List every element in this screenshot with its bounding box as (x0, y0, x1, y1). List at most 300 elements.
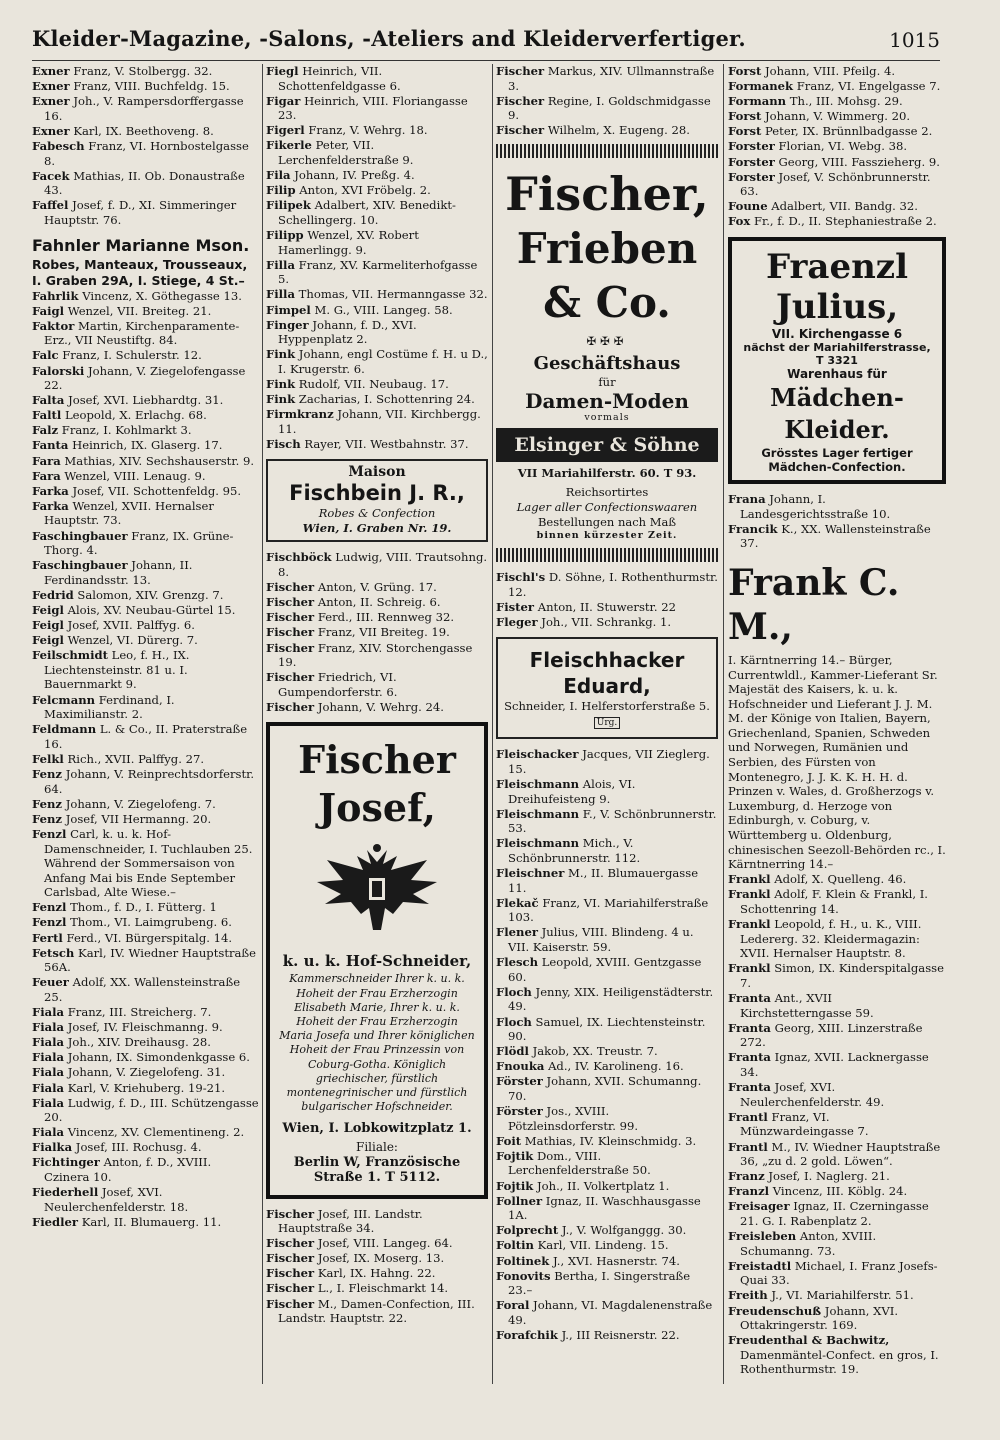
fleischhacker-ad (496, 637, 718, 739)
entry-text: Karl, IX. Beethoveng. 8. (73, 123, 214, 138)
entry-text: Johann, V. Wehrg. 24. (317, 699, 444, 714)
entry-text: Johann, V. Ziegelofengasse 22. (44, 363, 246, 393)
entry-name: Fischer (266, 1236, 315, 1251)
list-item (32, 558, 260, 587)
entry-text: Ludwig, f. D., III. Schützengasse 20. (44, 1095, 259, 1125)
entry-name: Falorski (32, 363, 85, 378)
entry-text: Adalbert, XIV. Benedikt-Schellingerg. 10. (278, 198, 456, 227)
entry-text: Karl, IX. Hahng. 22. (317, 1266, 436, 1281)
entry-name: Freisleben (728, 1229, 797, 1244)
entry-text: Johann, VI. Magdalenenstraße 49. (508, 1298, 713, 1327)
list-item (32, 797, 260, 812)
entry-name: Filipek (266, 198, 311, 213)
entry-text: Ferd., VI. Bürgerspitalg. 14. (66, 930, 233, 945)
list-item (728, 170, 946, 199)
list-item (266, 1297, 488, 1326)
entry-name: Filla (266, 257, 295, 272)
entry-name: Fojtik (496, 1148, 534, 1163)
entry-text: M. G., VIII. Langeg. 58. (314, 302, 453, 317)
entry-name: Flödl (496, 1044, 529, 1059)
list-item (496, 866, 718, 895)
list-item (496, 1044, 718, 1059)
entry-name: Facek (32, 168, 70, 183)
entry-name: Figerl (266, 123, 305, 138)
list-item (32, 931, 260, 946)
entry-text: Josef, VII Hermanng. 20. (65, 811, 212, 826)
ad-name: Fahnler Marianne Mson. (32, 235, 250, 255)
entry-name: Frana (728, 492, 766, 507)
list-item (32, 304, 260, 319)
entry-text: J., XVI. Hasnerstr. 74. (553, 1253, 680, 1268)
entry-text: Rich., XVII. Palffyg. 27. (67, 751, 205, 766)
entry-name: Freudenthal & Bachwitz, (728, 1333, 890, 1348)
entry-text: Adolf, F. Klein & Frankl, I. Schottenring 14. (740, 887, 928, 916)
list-item (496, 1269, 718, 1298)
entry-name: Fikerle (266, 138, 312, 153)
entry-name: Feuer (32, 975, 69, 990)
entry-name: Fojtik (496, 1178, 534, 1193)
ad-line: I. Graben 29A, I. Stiege, 4 St.– (32, 272, 245, 288)
entry-name: Fiala (32, 1005, 65, 1020)
entry-text: Dom., VIII. Lerchenfelderstraße 50. (508, 1148, 651, 1178)
ad-name: Frieben & Co. (516, 223, 698, 327)
list-item (728, 492, 946, 521)
entry-text: Leopold, XVIII. Gentzgasse 60. (508, 955, 702, 984)
list-item (496, 1328, 718, 1343)
entry-name: Frantl (728, 1139, 768, 1154)
list-item (728, 1021, 946, 1050)
entry-name: Fleischmann (496, 806, 580, 821)
entry-text: Johann, V. Reinprechtsdorferstr. 64. (44, 767, 255, 796)
entry-name: Farka (32, 483, 69, 498)
entry-name: Fischer (266, 640, 315, 655)
entry-text: Wenzel, VI. Dürerg. 7. (67, 633, 198, 648)
entry-name: Falz (32, 423, 59, 438)
list-item (728, 64, 946, 79)
entry-text: Jenny, XIX. Heiligenstädterstr. 49. (508, 984, 714, 1014)
list-item (32, 1096, 260, 1125)
entry-list (728, 64, 946, 229)
list-item (496, 1194, 718, 1223)
ad-body: Kammerschneider Ihrer k. u. k. Hoheit der Frau Erzherzogin Elisabeth Marie, Ihrer k. u. k. Hoheit der Frau Erzherzogin Maria Josefa und Ihrer königlichen Hoheit der Frau Prinzessin von Coburg-Gotha. Königlich griechischer, fürstlich montenegrinischer und fürstlich bulgarischer Hofschneider. (279, 972, 475, 1114)
list-item (728, 1199, 946, 1228)
list-item (32, 1185, 260, 1214)
entry-name: Floch (496, 984, 532, 999)
entry-name: Fedrid (32, 587, 74, 602)
fahnler-ad (32, 236, 260, 289)
entry-name: Fischer (266, 1266, 315, 1281)
list-item (32, 364, 260, 393)
list-item (728, 991, 946, 1020)
entry-name: Fink (266, 347, 296, 362)
entry-text: Bertha, I. Singerstraße 23.– (508, 1268, 691, 1298)
entry-name: Falta (32, 393, 65, 408)
entry-list (266, 550, 488, 714)
entry-name: Fanta (32, 438, 69, 453)
entry-name: Franzl (728, 1184, 770, 1199)
entry-text: Wenzel, VII. Breiteg. 21. (67, 303, 212, 318)
entry-text: Ferdinand, I. Maximilianstr. 2. (44, 692, 175, 722)
entry-name: Folprecht (496, 1223, 559, 1238)
list-item (728, 887, 946, 916)
entry-name: Fischer (496, 123, 545, 138)
header-rule (32, 60, 940, 61)
entry-text: Johann, XVII. Schumanng. 70. (508, 1074, 702, 1103)
entry-text: Johann, IV. Preßg. 4. (294, 168, 415, 183)
entry-name: Exner (32, 79, 70, 94)
ad-title: k. u. k. Hof-Schneider, (282, 952, 472, 971)
entry-name: Foltin (496, 1238, 534, 1253)
entry-text: Josef, I. Naglerg. 21. (768, 1169, 890, 1184)
list-item (32, 139, 260, 168)
entry-text: Anton, f. D., XVIII. Czinera 10. (44, 1155, 212, 1185)
entry-text: Samuel, IX. Liechtensteinstr. 90. (508, 1014, 706, 1044)
list-item (32, 946, 260, 975)
entry-text: Rayer, VII. Westbahnstr. 37. (304, 436, 469, 451)
entry-name: Fiederhell (32, 1185, 99, 1200)
entry-text: Karl, V. Kriehuberg. 19-21. (67, 1080, 226, 1095)
list-item (32, 499, 260, 528)
list-item (728, 1080, 946, 1109)
list-item (266, 625, 488, 640)
entry-name: Foune (728, 199, 768, 214)
list-item (266, 64, 488, 93)
list-item (32, 915, 260, 930)
list-item (32, 1035, 260, 1050)
entry-text: Josef, V. Schönbrunnerstr. 63. (740, 169, 931, 199)
list-item (32, 1065, 260, 1080)
entry-text: Franz, III. Streicherg. 7. (67, 1005, 212, 1020)
entry-text: Joh., VII. Schrankg. 1. (541, 614, 672, 629)
fraenzl-ad (728, 237, 946, 484)
column-divider (723, 64, 724, 1384)
list-item (266, 1236, 488, 1251)
list-item (266, 670, 488, 699)
list-item (496, 600, 718, 615)
ad-filiale-address: Berlin W, Französische Straße 1. T 5112. (293, 1154, 461, 1185)
entry-text: Franz, VI. Hornbostelgasse 8. (44, 138, 249, 168)
entry-name: Faktor (32, 318, 75, 333)
entry-text: Josef, VIII. Langeg. 64. (317, 1236, 453, 1251)
list-item (266, 550, 488, 579)
list-item (728, 961, 946, 990)
entry-name: Feigl (32, 618, 64, 633)
ad-name: Fischbein J. R., (289, 481, 465, 506)
list-item (266, 610, 488, 625)
entry-name: Fischl's (496, 569, 546, 584)
list-item (266, 287, 488, 302)
entry-text: Franz, VIII. Buchfeldg. 15. (73, 79, 230, 94)
entry-text: Florian, VI. Webg. 38. (778, 139, 908, 154)
entry-text: Josef, IX. Moserg. 13. (317, 1251, 445, 1266)
entry-name: Feldmann (32, 722, 97, 737)
list-item (32, 423, 260, 438)
entry-text: Peter, IX. Brünnlbadgasse 2. (765, 124, 933, 139)
entry-text: Thomas, VII. Hermanngasse 32. (298, 287, 488, 302)
ad-line-text: Schneider, I. Helferstorferstraße 5. (504, 699, 710, 714)
list-item (496, 615, 718, 630)
entry-name: Frankl (728, 872, 771, 887)
entry-name: Felkl (32, 751, 64, 766)
entry-text: Franz, V. Wehrg. 18. (308, 123, 428, 138)
entry-text: Regine, I. Goldschmidgasse 9. (508, 93, 711, 123)
entry-name: Floch (496, 1014, 532, 1029)
list-item (32, 1081, 260, 1096)
list-item (32, 198, 260, 227)
entry-text: Josef, III. Rochusg. 4. (75, 1140, 202, 1155)
entry-text: Johann, V. Wimmerg. 20. (765, 109, 911, 124)
ad-line: Wien, I. Graben Nr. 19. (302, 521, 452, 536)
entry-name: Fiedler (32, 1214, 79, 1229)
entry-name: Fetsch (32, 945, 75, 960)
entry-text: Ferd., III. Rennweg 32. (317, 610, 455, 625)
list-item (266, 183, 488, 198)
entry-name: Farka (32, 498, 69, 513)
entry-text: M., Damen-Confection, III. Landstr. Hauptstr. 22. (278, 1296, 475, 1326)
entry-text: Th., III. Mohsg. 29. (789, 94, 903, 109)
entry-text: Alois, XV. Neubau-Gürtel 15. (67, 603, 236, 617)
list-item (32, 94, 260, 123)
double-eagle-icon (307, 842, 447, 942)
entry-name: Faschingbauer (32, 558, 128, 573)
list-item (32, 79, 260, 94)
ornament-bar (496, 548, 718, 562)
entry-name: Fiala (32, 1125, 65, 1140)
entry-name: Fischer (266, 610, 315, 625)
entry-text: Anton, XVI Fröbelg. 2. (299, 183, 431, 198)
entry-name: Fenzl (32, 915, 67, 930)
entry-name: Freudenschuß (728, 1303, 822, 1318)
entry-name: Flener (496, 925, 538, 940)
list-item (32, 1125, 260, 1140)
list-item (32, 319, 260, 348)
entry-name: Fleischmann (496, 777, 580, 792)
entry-name: Exner (32, 123, 70, 138)
entry-name: Fiala (32, 1035, 65, 1050)
entry-text: Joh., XIV. Dreihausg. 28. (67, 1035, 211, 1050)
entry-text: Thom., VI. Laimgrubeng. 6. (70, 915, 232, 930)
entry-name: Fleischacker (496, 747, 579, 762)
entry-name: Fink (266, 376, 296, 391)
ad-line: Lager aller Confectionswaaren (516, 499, 698, 514)
entry-text: Fr., f. D., II. Stephaniestraße 2. (753, 214, 937, 229)
entry-name: Foral (496, 1298, 530, 1313)
entry-text: Ignaz, II. Czerningasse 21. G. I. Rabenplatz 2. (740, 1199, 929, 1228)
entry-name: Formann (728, 94, 787, 109)
entry-text: Ignaz, XVII. Lacknergasse 34. (740, 1050, 929, 1080)
list-item (266, 377, 488, 392)
entry-text: Franz, I. Kohlmarkt 3. (61, 423, 192, 438)
list-item (496, 1223, 718, 1238)
list-item (496, 1059, 718, 1074)
entry-name: Frankl (728, 887, 771, 902)
list-item (496, 1149, 718, 1178)
entry-name: Follner (496, 1193, 543, 1208)
ad-line: Maison (348, 464, 406, 481)
entry-text: Johann, IX. Simondenkgasse 6. (67, 1050, 250, 1065)
entry-name: Fenz (32, 811, 62, 826)
list-item (32, 454, 260, 469)
list-item (728, 522, 946, 551)
entry-text: Mathias, XIV. Sechshauserstr. 9. (64, 453, 255, 468)
entry-name: Fischer (266, 670, 315, 685)
entry-name: Faigl (32, 303, 65, 318)
entry-name: Frankl (728, 961, 771, 976)
list-item (496, 896, 718, 925)
entry-text: Anton, II. Stuwerstr. 22 (537, 599, 676, 614)
list-item (496, 836, 718, 865)
list-item (266, 407, 488, 436)
list-item (496, 1254, 718, 1269)
list-item (32, 1140, 260, 1155)
entry-name: Förster (496, 1074, 543, 1089)
entry-text: Adalbert, VII. Bandg. 32. (771, 199, 918, 214)
list-item (728, 109, 946, 124)
list-item (32, 1005, 260, 1020)
list-item (496, 985, 718, 1014)
ad-address: Wien, I. Lobkowitzplatz 1. (282, 1120, 472, 1136)
entry-name: Fichtinger (32, 1155, 100, 1170)
ad-line: Grösstes Lager fertiger (761, 446, 913, 461)
list-item (32, 484, 260, 499)
list-item (32, 975, 260, 1004)
frieben-ad (496, 166, 718, 542)
list-item (728, 1140, 946, 1169)
entry-text: Adolf, X. Quelleng. 46. (774, 872, 907, 887)
list-item (496, 570, 718, 599)
list-item (266, 1281, 488, 1296)
list-item (728, 94, 946, 109)
entry-text: Leo, f. H., IX. Liechtensteinstr. 81 u. I. Bauernmarkt 9. (44, 648, 190, 692)
entry-text: F., V. Schönbrunnerstr. 53. (508, 806, 717, 836)
entry-name: Fischer (266, 1206, 315, 1221)
list-item (496, 1179, 718, 1194)
entry-list (32, 289, 260, 1230)
entry-text: Friedrich, VI. Gumpendorferstr. 6. (278, 670, 398, 699)
column-2 (266, 64, 488, 1384)
entry-text: Mich., V. Schönbrunnerstr. 112. (508, 836, 641, 865)
entry-name: Fonovits (496, 1268, 551, 1283)
entry-text: M., II. Blumauergasse 11. (508, 866, 699, 895)
column-3 (496, 64, 718, 1384)
entry-text: Georg, VIII. Fasszieherg. 9. (778, 154, 940, 169)
entry-name: Fisch (266, 436, 301, 451)
entry-text: J., VI. Mariahilferstr. 51. (771, 1288, 914, 1303)
list-item (266, 228, 488, 257)
entry-text: Simon, IX. Kinderspitalgasse 7. (740, 961, 944, 990)
entry-text: L., I. Fleischmarkt 14. (317, 1281, 449, 1296)
entry-text: Josef, XVI. Neulerchenfelderstr. 18. (44, 1185, 189, 1214)
list-item (266, 123, 488, 138)
entry-name: Fink (266, 392, 296, 407)
list-item (496, 1134, 718, 1149)
entry-name: Fiala (32, 1080, 65, 1095)
entry-name: Fischer (266, 1296, 315, 1311)
entry-text: Anton, XVIII. Schumanng. 73. (740, 1229, 877, 1258)
entry-name: Fleischner (496, 866, 565, 881)
entry-name: Faffel (32, 198, 69, 213)
entry-name: Finger (266, 317, 309, 332)
entry-text: Mathias, IV. Kleinschmidg. 3. (524, 1133, 697, 1148)
entry-name: Fertl (32, 930, 63, 945)
ad-body: I. Kärntnerring 14.– Bürger, Currentwldl., Kammer-Lieferant Sr. Majestät des Kaisers, k. u. k. Hofschneider und Lieferant J. J. M. M. der Könige von Italien, Bayern, Griechenland, Spanien, Schweden und Norwegen, Rumänien und Serbien, des Fürsten von Montenegro, J. J. K. K. H. H. d. Prinzen v. Wales, d. Großherzogs v. Luxemburg, d. Herzoge von Edinburgh, v. Coburg, v. Württemberg u. Oldenburg, chinesischen Seezoll-Behörden rc., I. Kärntnerring 14.– (728, 652, 946, 872)
list-item (32, 169, 260, 198)
list-item (496, 1015, 718, 1044)
frank-ad (728, 561, 946, 872)
list-item (32, 588, 260, 603)
entry-name: Fiala (32, 1065, 65, 1080)
entry-list (266, 1207, 488, 1326)
maison-fischbein-ad (266, 459, 488, 542)
entry-text: Leopold, f. H., u. K., VIII. Ledererg. 32. Kleidermagazin: XVII. Hernalser Hauptstr. 8. (740, 917, 922, 961)
list-item (266, 318, 488, 347)
entry-text: K., XX. Wallensteinstraße 37. (740, 521, 931, 551)
column-divider (492, 64, 493, 1384)
entry-name: Fiegl (266, 64, 299, 78)
entry-text: Karl, VII. Lindeng. 15. (537, 1238, 669, 1253)
entry-name: Flesch (496, 955, 539, 970)
entry-text: Karl, II. Blumauerg. 11. (81, 1214, 222, 1229)
entry-name: Foltinek (496, 1253, 550, 1268)
list-item (728, 1050, 946, 1079)
list-item (496, 955, 718, 984)
entry-name: Forafchik (496, 1328, 558, 1342)
list-item (728, 214, 946, 229)
freudenthal-entry (728, 1333, 946, 1377)
list-item (32, 469, 260, 484)
entry-text: Josef, XVII. Palffyg. 6. (67, 618, 195, 633)
entry-name: Fischer (266, 1281, 315, 1296)
list-item (32, 633, 260, 648)
list-item (32, 618, 260, 633)
entry-text: J., III Reisnerstr. 22. (561, 1328, 680, 1342)
list-item (266, 347, 488, 376)
list-item (266, 258, 488, 287)
list-item (496, 925, 718, 954)
list-item (728, 1259, 946, 1288)
entry-text: Johann, XVI. Ottakringerstr. 169. (740, 1303, 898, 1333)
entry-text: Josef, XVI. Neulerchenfelderstr. 49. (740, 1080, 885, 1109)
column-divider (262, 64, 263, 1384)
entry-text: Peter, VII. Lerchenfelderstraße 9. (278, 138, 414, 168)
entry-name: Forster (728, 139, 775, 154)
list-item (266, 1251, 488, 1266)
entry-text: Josef, VII. Schottenfeldg. 95. (72, 483, 242, 498)
entry-text: Josef, IV. Fleischmanng. 9. (67, 1020, 223, 1035)
entry-text: Franz, XV. Karmeliterhofgasse 5. (278, 257, 478, 287)
column-4 (728, 64, 946, 1384)
list-item (32, 812, 260, 827)
entry-text: Martin, Kirchenparamente-Erz., VII Neustiftg. 84. (44, 318, 240, 348)
list-item (32, 529, 260, 558)
list-item (266, 198, 488, 227)
list-item (266, 138, 488, 167)
list-item (496, 123, 718, 138)
entry-name: Faltl (32, 408, 62, 423)
entry-text: Johann, V. Ziegelofeng. 31. (67, 1065, 226, 1080)
entry-text: Heinrich, VII. Schottenfeldgasse 6. (278, 64, 401, 93)
entry-name: Figar (266, 93, 301, 108)
list-item (266, 437, 488, 452)
ad-line: vormals (584, 411, 630, 423)
list-item (32, 1020, 260, 1035)
list-item (728, 1288, 946, 1303)
list-item (496, 1104, 718, 1133)
entry-name: Flekač (496, 895, 539, 910)
ad-name: Fleischhacker Eduard, (529, 648, 685, 699)
list-item (32, 64, 260, 79)
entry-name: Fox (728, 214, 751, 229)
